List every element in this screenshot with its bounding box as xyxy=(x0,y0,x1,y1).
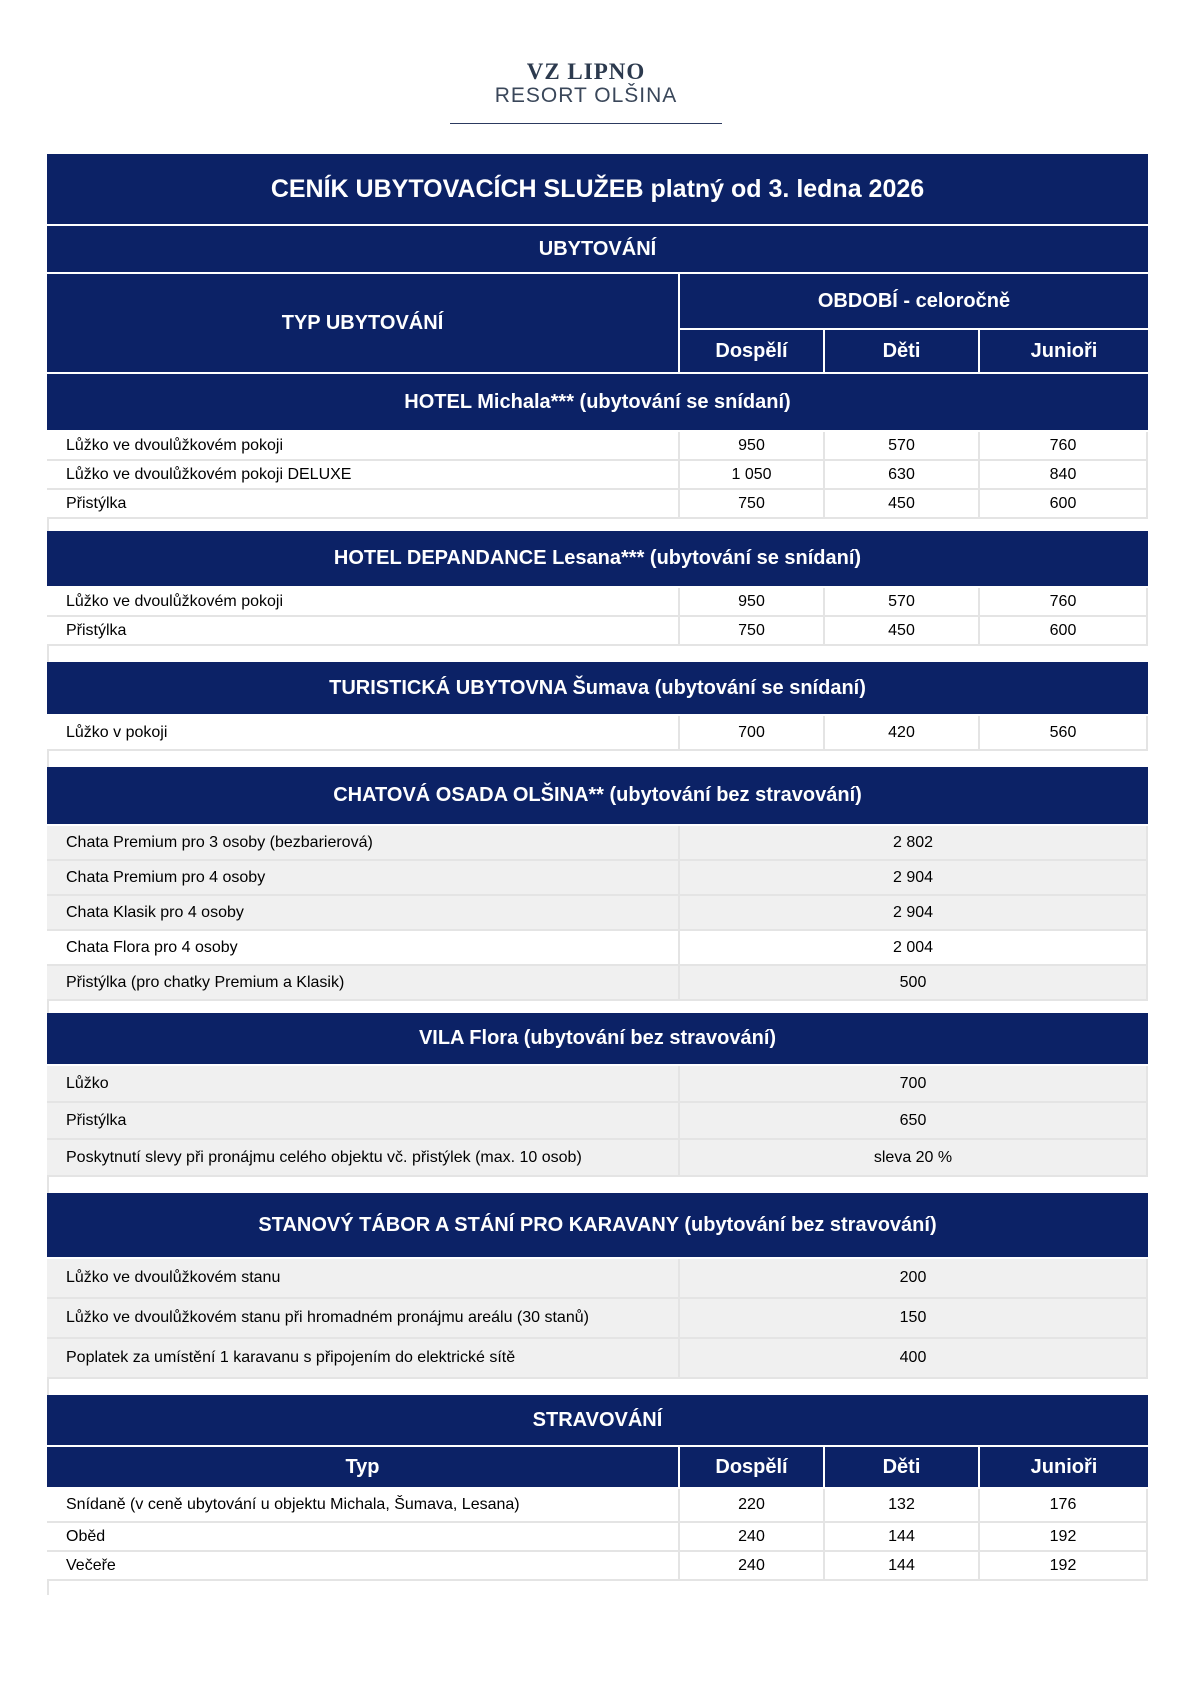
price: 2 004 xyxy=(680,931,1148,966)
row-label: Chata Flora pro 4 osoby xyxy=(47,931,680,966)
price-adults: 950 xyxy=(680,432,825,461)
spacer xyxy=(47,646,1148,662)
price-adults: 750 xyxy=(680,490,825,519)
price-children: 420 xyxy=(825,716,980,751)
spacer xyxy=(47,1379,1148,1395)
header-children: Děti xyxy=(825,1447,980,1489)
camp-table xyxy=(47,1259,1148,1379)
price-juniors: 192 xyxy=(980,1523,1148,1552)
header-type: TYP UBYTOVÁNÍ xyxy=(47,274,680,374)
header-adults: Dospělí xyxy=(680,330,825,374)
price: 2 802 xyxy=(680,826,1148,861)
price-adults: 220 xyxy=(680,1489,825,1523)
row-label: Přistýlka (pro chatky Premium a Klasik) xyxy=(47,966,680,1001)
price-children: 450 xyxy=(825,617,980,646)
olsina-table xyxy=(47,826,1148,1001)
section-accommodation: UBYTOVÁNÍ xyxy=(47,226,1148,274)
price: 700 xyxy=(680,1066,1148,1103)
row-label: Chata Premium pro 4 osoby xyxy=(47,861,680,896)
logo-subtitle: RESORT OLŠINA xyxy=(494,84,678,107)
meals-header xyxy=(47,1447,1148,1489)
meals-table xyxy=(47,1489,1148,1581)
section-camp: STANOVÝ TÁBOR A STÁNÍ PRO KARAVANY (ubytování bez stravování) xyxy=(47,1193,1148,1259)
price: 2 904 xyxy=(680,861,1148,896)
price-juniors: 760 xyxy=(980,432,1148,461)
price-children: 144 xyxy=(825,1552,980,1581)
section-vila-flora: VILA Flora (ubytování bez stravování) xyxy=(47,1013,1148,1066)
price-juniors: 600 xyxy=(980,490,1148,519)
row-label: Oběd xyxy=(47,1523,680,1552)
row-label: Chata Klasik pro 4 osoby xyxy=(47,896,680,931)
row-label: Večeře xyxy=(47,1552,680,1581)
header-type: Typ xyxy=(47,1447,680,1489)
row-label: Lůžko xyxy=(47,1066,680,1103)
logo-title: VZ LIPNO xyxy=(526,59,646,84)
row-label: Přistýlka xyxy=(47,617,680,646)
row-label: Přistýlka xyxy=(47,1103,680,1140)
resort-logo xyxy=(450,60,722,108)
row-label: Lůžko ve dvoulůžkovém stanu při hromadném pronájmu areálu (30 stanů) xyxy=(47,1299,680,1339)
accommodation-header xyxy=(47,274,1148,374)
price-children: 630 xyxy=(825,461,980,490)
price-children: 570 xyxy=(825,432,980,461)
section-hotel-lesana: HOTEL DEPANDANCE Lesana*** (ubytování se snídaní) xyxy=(47,531,1148,588)
price: 650 xyxy=(680,1103,1148,1140)
price-adults: 240 xyxy=(680,1552,825,1581)
price-children: 570 xyxy=(825,588,980,617)
row-label: Snídaně (v ceně ubytování u objektu Michala, Šumava, Lesana) xyxy=(47,1489,680,1523)
row-label: Chata Premium pro 3 osoby (bezbarierová) xyxy=(47,826,680,861)
header-children: Děti xyxy=(825,330,980,374)
price-juniors: 192 xyxy=(980,1552,1148,1581)
row-label: Poplatek za umístění 1 karavanu s připojením do elektrické sítě xyxy=(47,1339,680,1379)
section-olsina: CHATOVÁ OSADA OLŠINA** (ubytování bez stravování) xyxy=(47,767,1148,826)
price-juniors: 840 xyxy=(980,461,1148,490)
row-label: Poskytnutí slevy při pronájmu celého objektu vč. přistýlek (max. 10 osob) xyxy=(47,1140,680,1177)
row-label: Lůžko ve dvoulůžkovém pokoji xyxy=(47,588,680,617)
price-children: 450 xyxy=(825,490,980,519)
price-juniors: 600 xyxy=(980,617,1148,646)
price: 200 xyxy=(680,1259,1148,1299)
price-children: 132 xyxy=(825,1489,980,1523)
price: 500 xyxy=(680,966,1148,1001)
header-juniors: Junioři xyxy=(980,330,1148,374)
price: 2 904 xyxy=(680,896,1148,931)
price-adults: 240 xyxy=(680,1523,825,1552)
spacer xyxy=(47,751,1148,767)
hotel-lesana-table xyxy=(47,588,1148,646)
vila-flora-table xyxy=(47,1066,1148,1177)
price-juniors: 176 xyxy=(980,1489,1148,1523)
row-label: Lůžko ve dvoulůžkovém stanu xyxy=(47,1259,680,1299)
row-label: Lůžko v pokoji xyxy=(47,716,680,751)
price: 150 xyxy=(680,1299,1148,1339)
price-juniors: 560 xyxy=(980,716,1148,751)
section-meals: STRAVOVÁNÍ xyxy=(47,1395,1148,1447)
price-juniors: 760 xyxy=(980,588,1148,617)
row-label: Přistýlka xyxy=(47,490,680,519)
header-adults: Dospělí xyxy=(680,1447,825,1489)
spacer xyxy=(47,1177,1148,1193)
header-juniors: Junioři xyxy=(980,1447,1148,1489)
price: sleva 20 % xyxy=(680,1140,1148,1177)
sumava-table xyxy=(47,716,1148,751)
section-sumava: TURISTICKÁ UBYTOVNA Šumava (ubytování se snídaní) xyxy=(47,662,1148,716)
spacer xyxy=(47,1581,1148,1595)
row-label: Lůžko ve dvoulůžkovém pokoji DELUXE xyxy=(47,461,680,490)
price-children: 144 xyxy=(825,1523,980,1552)
section-hotel-michala: HOTEL Michala*** (ubytování se snídaní) xyxy=(47,374,1148,432)
header-period: OBDOBÍ - celoročně xyxy=(680,274,1148,330)
spacer xyxy=(47,519,1148,531)
row-label: Lůžko ve dvoulůžkovém pokoji xyxy=(47,432,680,461)
price-adults: 700 xyxy=(680,716,825,751)
price-list xyxy=(47,154,1148,1595)
hotel-michala-table xyxy=(47,432,1148,519)
price-adults: 1 050 xyxy=(680,461,825,490)
page-title: CENÍK UBYTOVACÍCH SLUŽEB platný od 3. ledna 2026 xyxy=(47,154,1148,226)
price-adults: 750 xyxy=(680,617,825,646)
price-adults: 950 xyxy=(680,588,825,617)
spacer xyxy=(47,1001,1148,1013)
price: 400 xyxy=(680,1339,1148,1379)
logo-underline xyxy=(450,123,722,124)
